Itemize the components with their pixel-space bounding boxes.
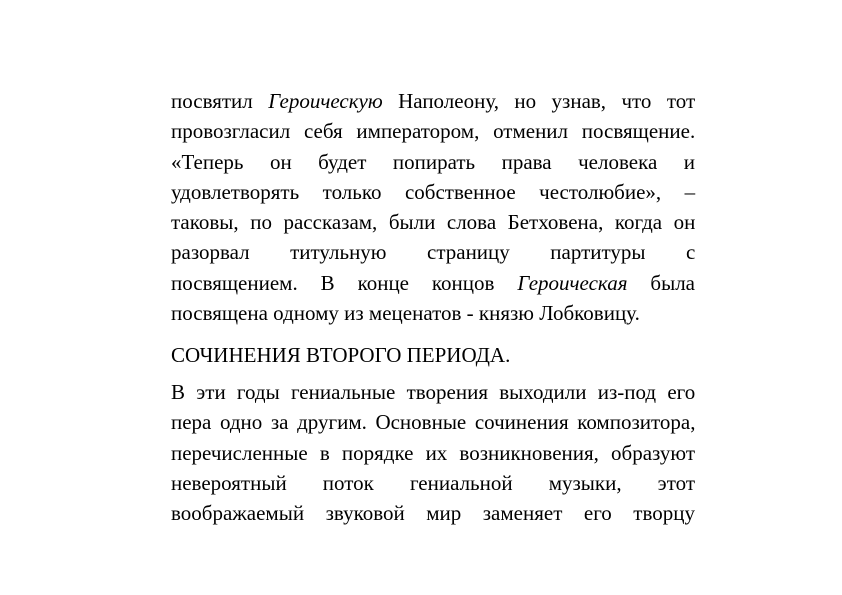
text-line: воображаемый звуковой мир заменяет его творцу (171, 501, 695, 526)
text-line: посвятил Героическую Наполеону, но узнав, что тот (171, 89, 696, 113)
text-line: провозгласил себя императором, отменил посвящение. (171, 119, 696, 144)
text-line: посвящена одному из меценатов - князю Лобковицу. (171, 301, 640, 326)
italic-title: Героическую (268, 89, 383, 113)
text-line: невероятный поток гениальной музыки, этот (171, 470, 695, 495)
text-line: посвящением. В конце концов Героическая была (171, 270, 696, 295)
text-line: таковы, по рассказам, были слова Бетховена, когда он (171, 210, 696, 235)
text-line: пера одно за другим. Основные сочинения композитора, (171, 410, 696, 435)
paragraph-dedication (171, 86, 695, 328)
italic-title: Героическая (517, 270, 628, 295)
text-line: «Теперь он будет попирать права человека и (171, 149, 695, 174)
text-line: В эти годы гениальные творения выходили из-под его (171, 380, 696, 404)
paragraph-second-period (171, 377, 695, 528)
text-line: перечисленные в порядке их возникновения, образуют (171, 440, 695, 465)
text-line: удовлетворять только собственное честолюбие», – (171, 179, 696, 204)
section-heading: СОЧИНЕНИЯ ВТОРОГО ПЕРИОДА. (171, 343, 511, 367)
text-line: разорвал титульную страницу партитуры с (171, 240, 696, 265)
